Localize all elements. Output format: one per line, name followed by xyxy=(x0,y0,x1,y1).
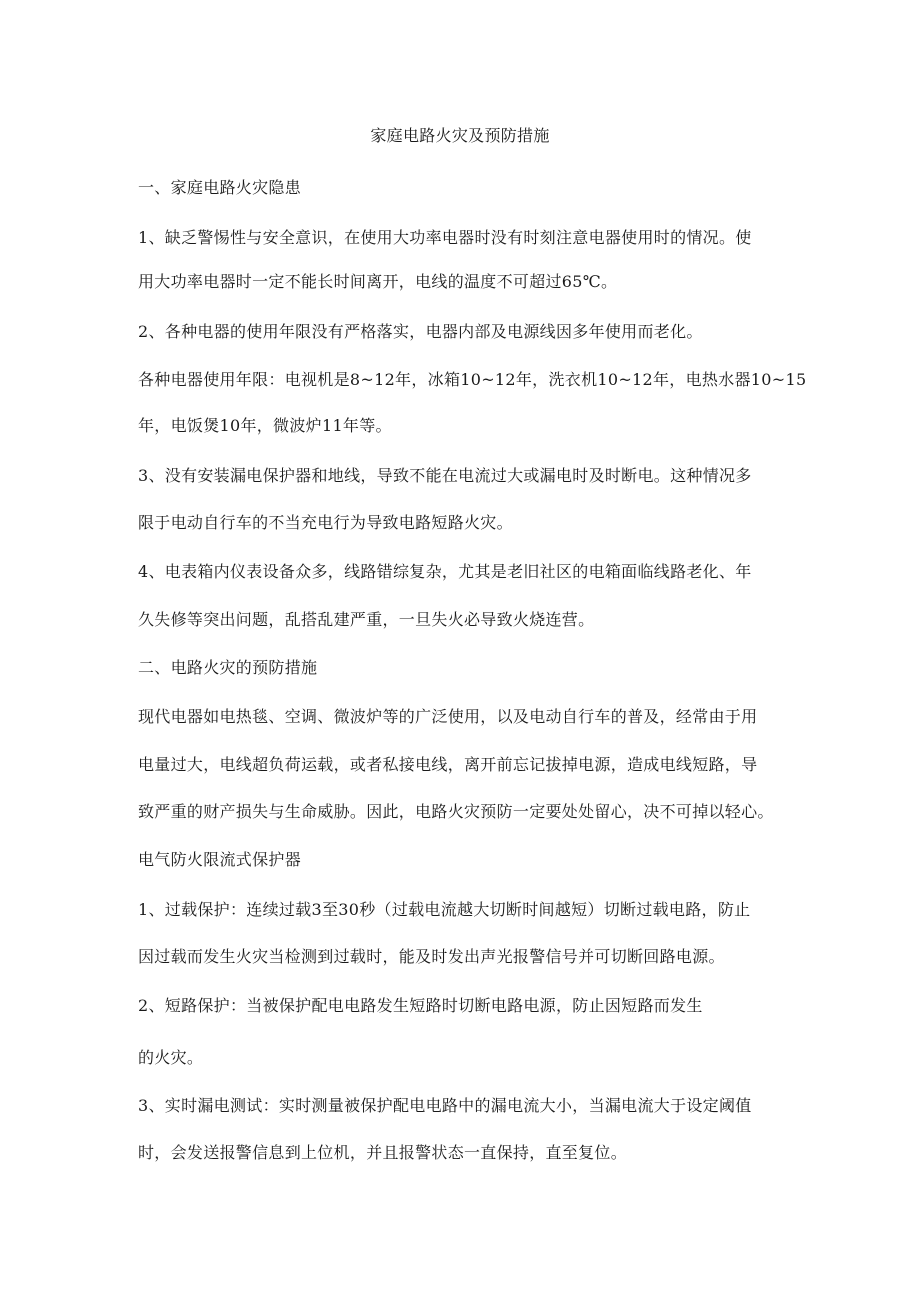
paragraph-line: 电量过大，电线超负荷运载，或者私接电线，离开前忘记拔掉电源，造成电线短路，导 xyxy=(138,755,758,774)
paragraph-line: 年，电饭煲10年，微波炉11年等。 xyxy=(138,416,392,435)
document-title: 家庭电路火灾及预防措施 xyxy=(370,126,550,145)
section-heading-prevention: 二、电路火灾的预防措施 xyxy=(138,658,318,677)
section-heading-hazards: 一、家庭电路火灾隐患 xyxy=(138,178,302,197)
paragraph-line: 2、各种电器的使用年限没有严格落实，电器内部及电源线因多年使用而老化。 xyxy=(138,322,703,341)
paragraph-line: 3、实时漏电测试：实时测量被保护配电电路中的漏电流大小，当漏电流大于设定阈值 xyxy=(138,1096,752,1115)
paragraph-line: 时，会发送报警信息到上位机，并且报警状态一直保持，直至复位。 xyxy=(138,1143,628,1162)
paragraph-line: 因过载而发生火灾当检测到过载时，能及时发出声光报警信号并可切断回路电源。 xyxy=(138,947,725,966)
paragraph-line: 用大功率电器时一定不能长时间离开，电线的温度不可超过65℃。 xyxy=(138,272,618,291)
paragraph-line: 3、没有安装漏电保护器和地线，导致不能在电流过大或漏电时及时断电。这种情况多 xyxy=(138,466,752,485)
paragraph-line: 4、电表箱内仪表设备众多，线路错综复杂，尤其是老旧社区的电箱面临线路老化、年 xyxy=(138,562,752,581)
paragraph-line: 2、短路保护：当被保护配电电路发生短路时切断电路电源，防止因短路而发生 xyxy=(138,996,703,1015)
paragraph-line: 1、过载保护：连续过载3至30秒（过载电流越大切断时间越短）切断过载电路，防止 xyxy=(138,900,751,919)
paragraph-line: 现代电器如电热毯、空调、微波炉等的广泛使用，以及电动自行车的普及，经常由于用 xyxy=(138,707,758,726)
paragraph-line: 的火灾。 xyxy=(138,1048,204,1067)
paragraph-line: 限于电动自行车的不当充电行为导致电路短路火灾。 xyxy=(138,513,513,532)
paragraph-line: 各种电器使用年限：电视机是8~12年，冰箱10~12年，洗衣机10~12年，电热水器10~15 xyxy=(138,370,807,389)
paragraph-line: 久失修等突出问题，乱搭乱建严重，一旦失火必导致火烧连营。 xyxy=(138,610,595,629)
subsection-heading-protector: 电气防火限流式保护器 xyxy=(138,850,302,869)
paragraph-line: 1、缺乏警惕性与安全意识，在使用大功率电器时没有时刻注意电器使用时的情况。使 xyxy=(138,228,752,247)
paragraph-line: 致严重的财产损失与生命威胁。因此，电路火灾预防一定要处处留心，决不可掉以轻心。 xyxy=(138,802,774,821)
